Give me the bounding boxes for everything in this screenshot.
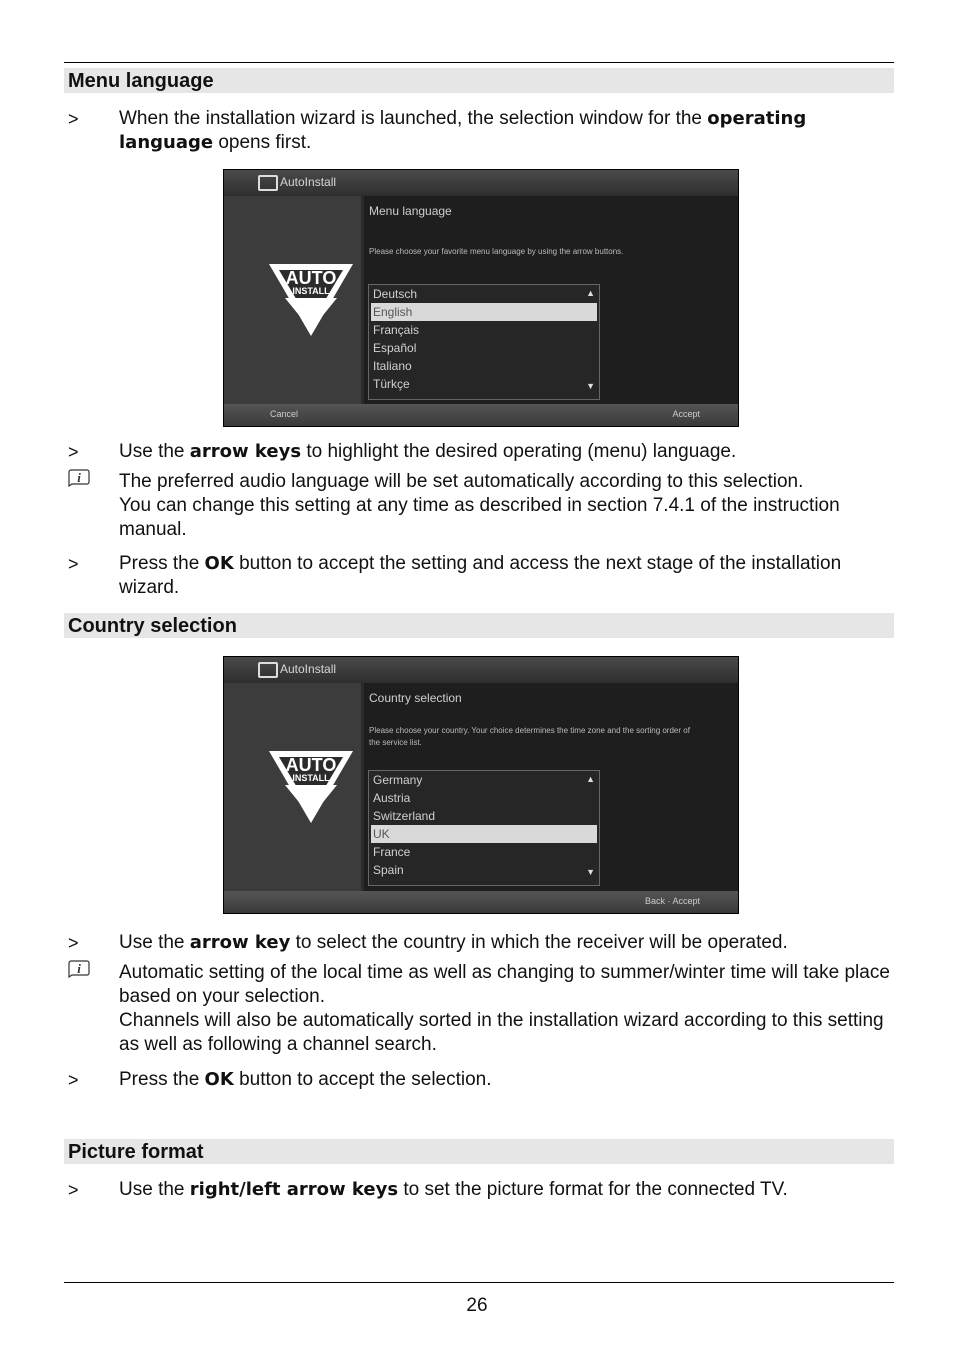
list-item[interactable]: Deutsch: [373, 287, 418, 301]
note: Automatic setting of the local time as well as changing to summer/winter time will take place based on your selection. Channels will also be automatically sorted in the installation wizard according to this setting as well as following a channel search.: [119, 962, 890, 1055]
tv-screenshot-country-selection: [223, 656, 739, 914]
auto-install-logo: [267, 262, 355, 338]
bullet-marker: >: [68, 1070, 79, 1090]
paragraph: Use the arrow key to select the country in which the receiver will be operated.: [119, 932, 788, 953]
bottom-rule: [64, 1282, 894, 1283]
list-item-selected[interactable]: English: [371, 303, 597, 321]
list-item[interactable]: Italiano: [373, 359, 412, 373]
list-item[interactable]: Austria: [373, 791, 411, 805]
list-item[interactable]: Spain: [373, 863, 404, 877]
bullet-marker: >: [68, 554, 79, 574]
bullet-marker: >: [68, 442, 79, 462]
screen-header: [224, 657, 738, 683]
top-rule: [64, 62, 894, 63]
screen-title: Country selection: [369, 691, 462, 705]
language-list[interactable]: [368, 284, 600, 400]
section-title: Menu language: [68, 70, 214, 92]
screen-description: Please choose your country. Your choice determines the time zone and the sorting order of the service list.: [369, 726, 690, 747]
paragraph: Use the right/left arrow keys to set the picture format for the connected TV.: [119, 1179, 788, 1200]
back-accept-label[interactable]: Back · Accept: [644, 896, 700, 906]
bullet-marker: >: [68, 933, 79, 953]
tv-icon: [258, 662, 278, 678]
screen-header-title: AutoInstall: [280, 662, 337, 676]
section-header-picture-format: [64, 1139, 894, 1164]
scroll-up-icon[interactable]: ▲: [586, 774, 595, 784]
screen-footer: [224, 891, 738, 913]
list-item[interactable]: Español: [373, 341, 417, 355]
screen-description: Please choose your favorite menu language by using the arrow buttons.: [369, 247, 624, 256]
list-item[interactable]: Français: [373, 323, 420, 337]
paragraph: When the installation wizard is launched, the selection window for the operating language opens first.: [119, 108, 807, 153]
page-number: 26: [466, 1295, 488, 1316]
bullet-marker: >: [68, 109, 79, 129]
accept-label[interactable]: Accept: [672, 409, 700, 419]
list-item[interactable]: France: [373, 845, 411, 859]
bullet-marker: >: [68, 1180, 79, 1200]
logo-line-1: AUTO: [285, 268, 337, 288]
screen-title: Menu language: [369, 204, 452, 218]
logo-line-1: AUTO: [285, 755, 337, 775]
section-header-menu-language: [64, 68, 894, 93]
list-item-selected[interactable]: UK: [371, 825, 597, 843]
section-header-country-selection: [64, 613, 894, 638]
info-icon: [68, 469, 90, 487]
screen-header-title: AutoInstall: [280, 175, 337, 189]
svg-text:i: i: [77, 470, 81, 485]
auto-install-logo: [267, 749, 355, 825]
logo-line-2: INSTALL: [292, 773, 330, 783]
scroll-down-icon[interactable]: ▼: [586, 867, 595, 877]
screen-header: [224, 170, 738, 196]
section-title: Picture format: [68, 1141, 204, 1163]
country-list[interactable]: [368, 770, 600, 886]
scroll-up-icon[interactable]: ▲: [586, 288, 595, 298]
list-item[interactable]: Germany: [373, 773, 423, 787]
section-title: Country selection: [68, 615, 237, 637]
logo-line-2: INSTALL: [292, 286, 330, 296]
screen-footer: [224, 404, 738, 426]
scroll-down-icon[interactable]: ▼: [586, 381, 595, 391]
tv-icon: [258, 175, 278, 191]
list-item[interactable]: Türkçe: [373, 377, 410, 391]
paragraph: Press the OK button to accept the selection.: [119, 1069, 492, 1090]
tv-screenshot-menu-language: [223, 169, 739, 427]
paragraph: Use the arrow keys to highlight the desired operating (menu) language.: [119, 441, 737, 462]
svg-text:i: i: [77, 961, 81, 976]
paragraph: Press the OK button to accept the setting and access the next stage of the installation wizard.: [119, 553, 842, 598]
list-item[interactable]: Switzerland: [373, 809, 436, 823]
cancel-label[interactable]: Cancel: [270, 409, 299, 419]
note: The preferred audio language will be set automatically according to this selection. You can change this setting at any time as described in section 7.4.1 of the instruction manual.: [119, 471, 840, 540]
info-icon: [68, 960, 90, 978]
